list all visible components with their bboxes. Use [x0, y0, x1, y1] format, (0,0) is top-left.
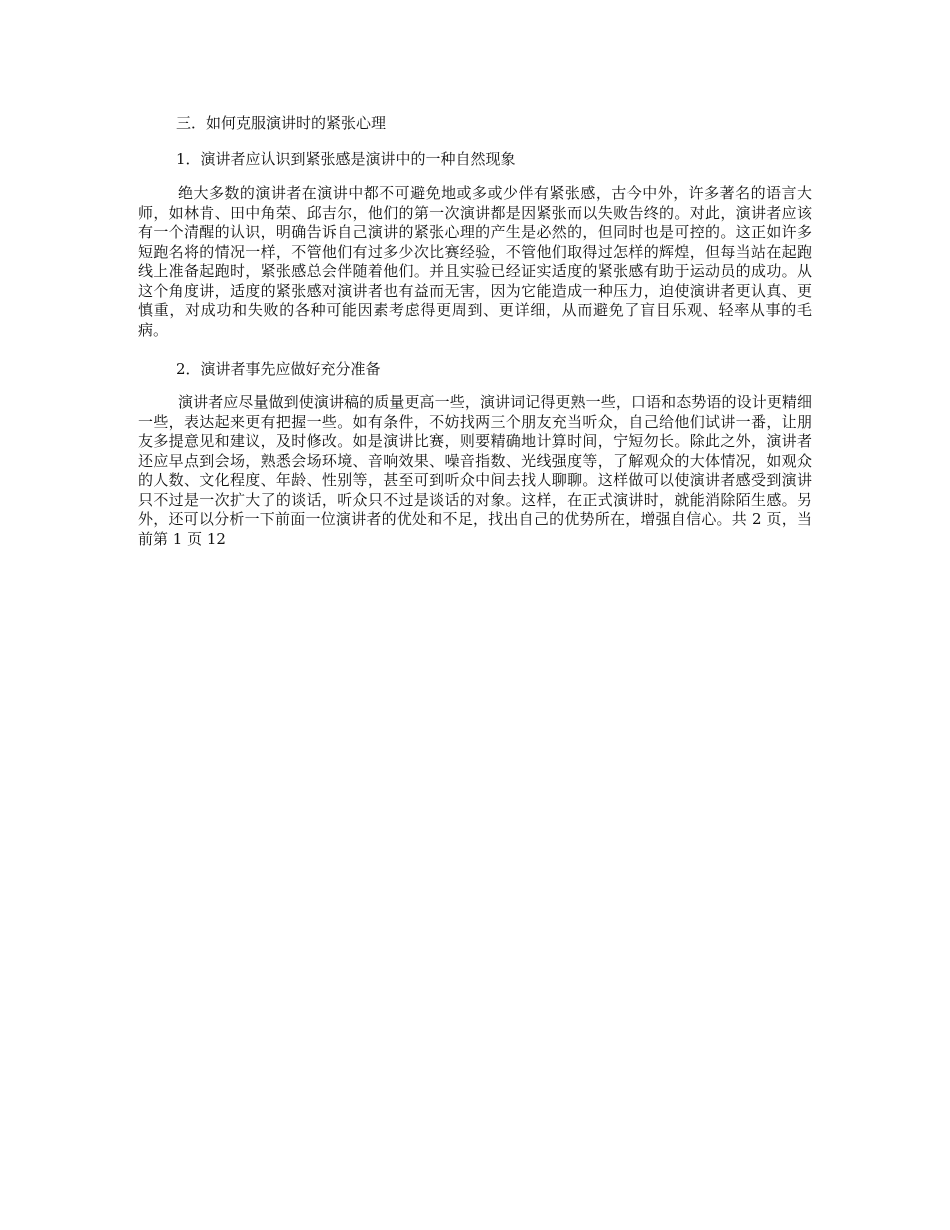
document-page	[138, 112, 812, 549]
subsection-2-heading: 2．演讲者事先应做好充分准备	[176, 360, 381, 378]
subsection-1-paragraph: 绝大多数的演讲者在演讲中都不可避免地或多或少伴有紧张感，古今中外，许多著名的语言大师，如林肯、田中角荣、邱吉尔，他们的第一次演讲都是因紧张而以失败告终的。对此，演讲者应该有一个清醒的认识，明确告诉自己演讲的紧张心理的产生是必然的，但同时也是可控的。这正如许多短跑名将的情况一样，不管他们有过多少次比赛经验，不管他们取得过怎样的辉煌，但每当站在起跑线上准备起跑时，紧张感总会伴随着他们。并且实验已经证实适度的紧张感有助于运动员的成功。从这个角度讲，适度的紧张感对演讲者也有益而无害，因为它能造成一种压力，迫使演讲者更认真、更慎重，对成功和失败的各种可能因素考虑得更周到、更详细，从而避免了盲目乐观、轻率从事的毛病。	[138, 184, 812, 339]
subsection-1-heading: 1．演讲者应认识到紧张感是演讲中的一种自然现象	[176, 150, 516, 168]
subsection-2-paragraph: 演讲者应尽量做到使演讲稿的质量更高一些，演讲词记得更熟一些，口语和态势语的设计更精细一些，表达起来更有把握一些。如有条件，不妨找两三个朋友充当听众，自己给他们试讲一番，让朋友多提意见和建议，及时修改。如是演讲比赛，则要精确地计算时间，宁短勿长。除此之外，演讲者还应早点到会场，熟悉会场环境、音响效果、噪音指数、光线强度等，了解观众的大体情况，如观众的人数、文化程度、年龄、性别等，甚至可到听众中间去找人聊聊。这样做可以使演讲者感受到演讲只不过是一次扩大了的谈话，听众只不过是谈话的对象。这样，在正式演讲时，就能消除陌生感。另外，还可以分析一下前面一位演讲者的优处和不足，找出自己的优势所在，增强自信心。共 2 页，当前第 1 页 12	[138, 393, 812, 548]
section-heading: 三．如何克服演讲时的紧张心理	[176, 114, 387, 132]
